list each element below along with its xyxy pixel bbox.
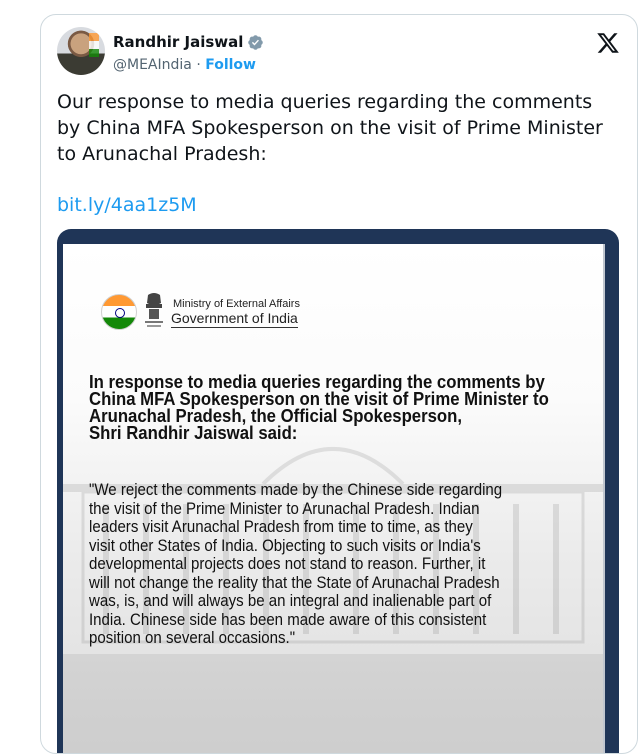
heading-line: Arunachal Pradesh, the Official Spokesperson,	[89, 406, 463, 426]
author-name[interactable]: Randhir Jaiswal	[113, 33, 244, 51]
heading-line: Shri Randhir Jaiswal said:	[89, 423, 298, 443]
quote-line: developmental projects does not stand to reason. Further, it	[89, 554, 486, 573]
handle-line	[113, 57, 256, 73]
government-name: Government of India	[171, 310, 298, 326]
verified-badge-icon	[247, 34, 264, 51]
quote-line: visit other States of India. Objecting to such visits or India's	[89, 535, 481, 555]
national-emblem-icon	[143, 291, 165, 331]
heading-line: In response to media queries regarding the comments by	[89, 372, 545, 392]
ministry-name: Ministry of External Affairs	[173, 298, 300, 310]
quote-line: position on several occasions."	[89, 628, 296, 647]
indian-flag-emblem	[101, 294, 137, 330]
chakra-icon	[115, 308, 125, 318]
statement-quote	[89, 481, 585, 648]
statement-heading	[89, 374, 591, 442]
quote-line: was, is, and will always be an integral and inalienable part of	[89, 591, 492, 610]
tweet-text: Our response to media queries regarding the comments by China MFA Spokesperson on the visit of Prime Minister to Arunachal Pradesh:	[57, 91, 603, 165]
quote-line: "We reject the comments made by the Chinese side regarding	[89, 480, 503, 499]
tweet-media[interactable]	[57, 229, 619, 754]
x-logo-icon[interactable]	[595, 31, 621, 55]
follow-button[interactable]: Follow	[205, 57, 256, 73]
tweet-link[interactable]: bit.ly/4aa1z5M	[57, 194, 197, 216]
author-name-row[interactable]	[113, 33, 264, 51]
quote-line: leaders visit Arunachal Pradesh from time to time, as they	[89, 517, 473, 536]
quote-line: will not change the reality that the State of Arunachal Pradesh	[89, 572, 500, 592]
author-handle[interactable]: @MEAIndia	[113, 57, 192, 73]
separator: ·	[196, 57, 201, 73]
heading-line: China MFA Spokesperson on the visit of Prime Minister to	[89, 389, 549, 409]
tweet-card[interactable]	[40, 14, 638, 754]
quote-line: the visit of the Prime Minister to Arunachal Pradesh. Indian	[89, 498, 480, 518]
press-statement-image	[63, 244, 605, 754]
avatar-flag	[89, 33, 99, 57]
avatar[interactable]	[57, 27, 105, 75]
quote-line: India. Chinese side has been made aware of this consistent	[89, 609, 487, 629]
